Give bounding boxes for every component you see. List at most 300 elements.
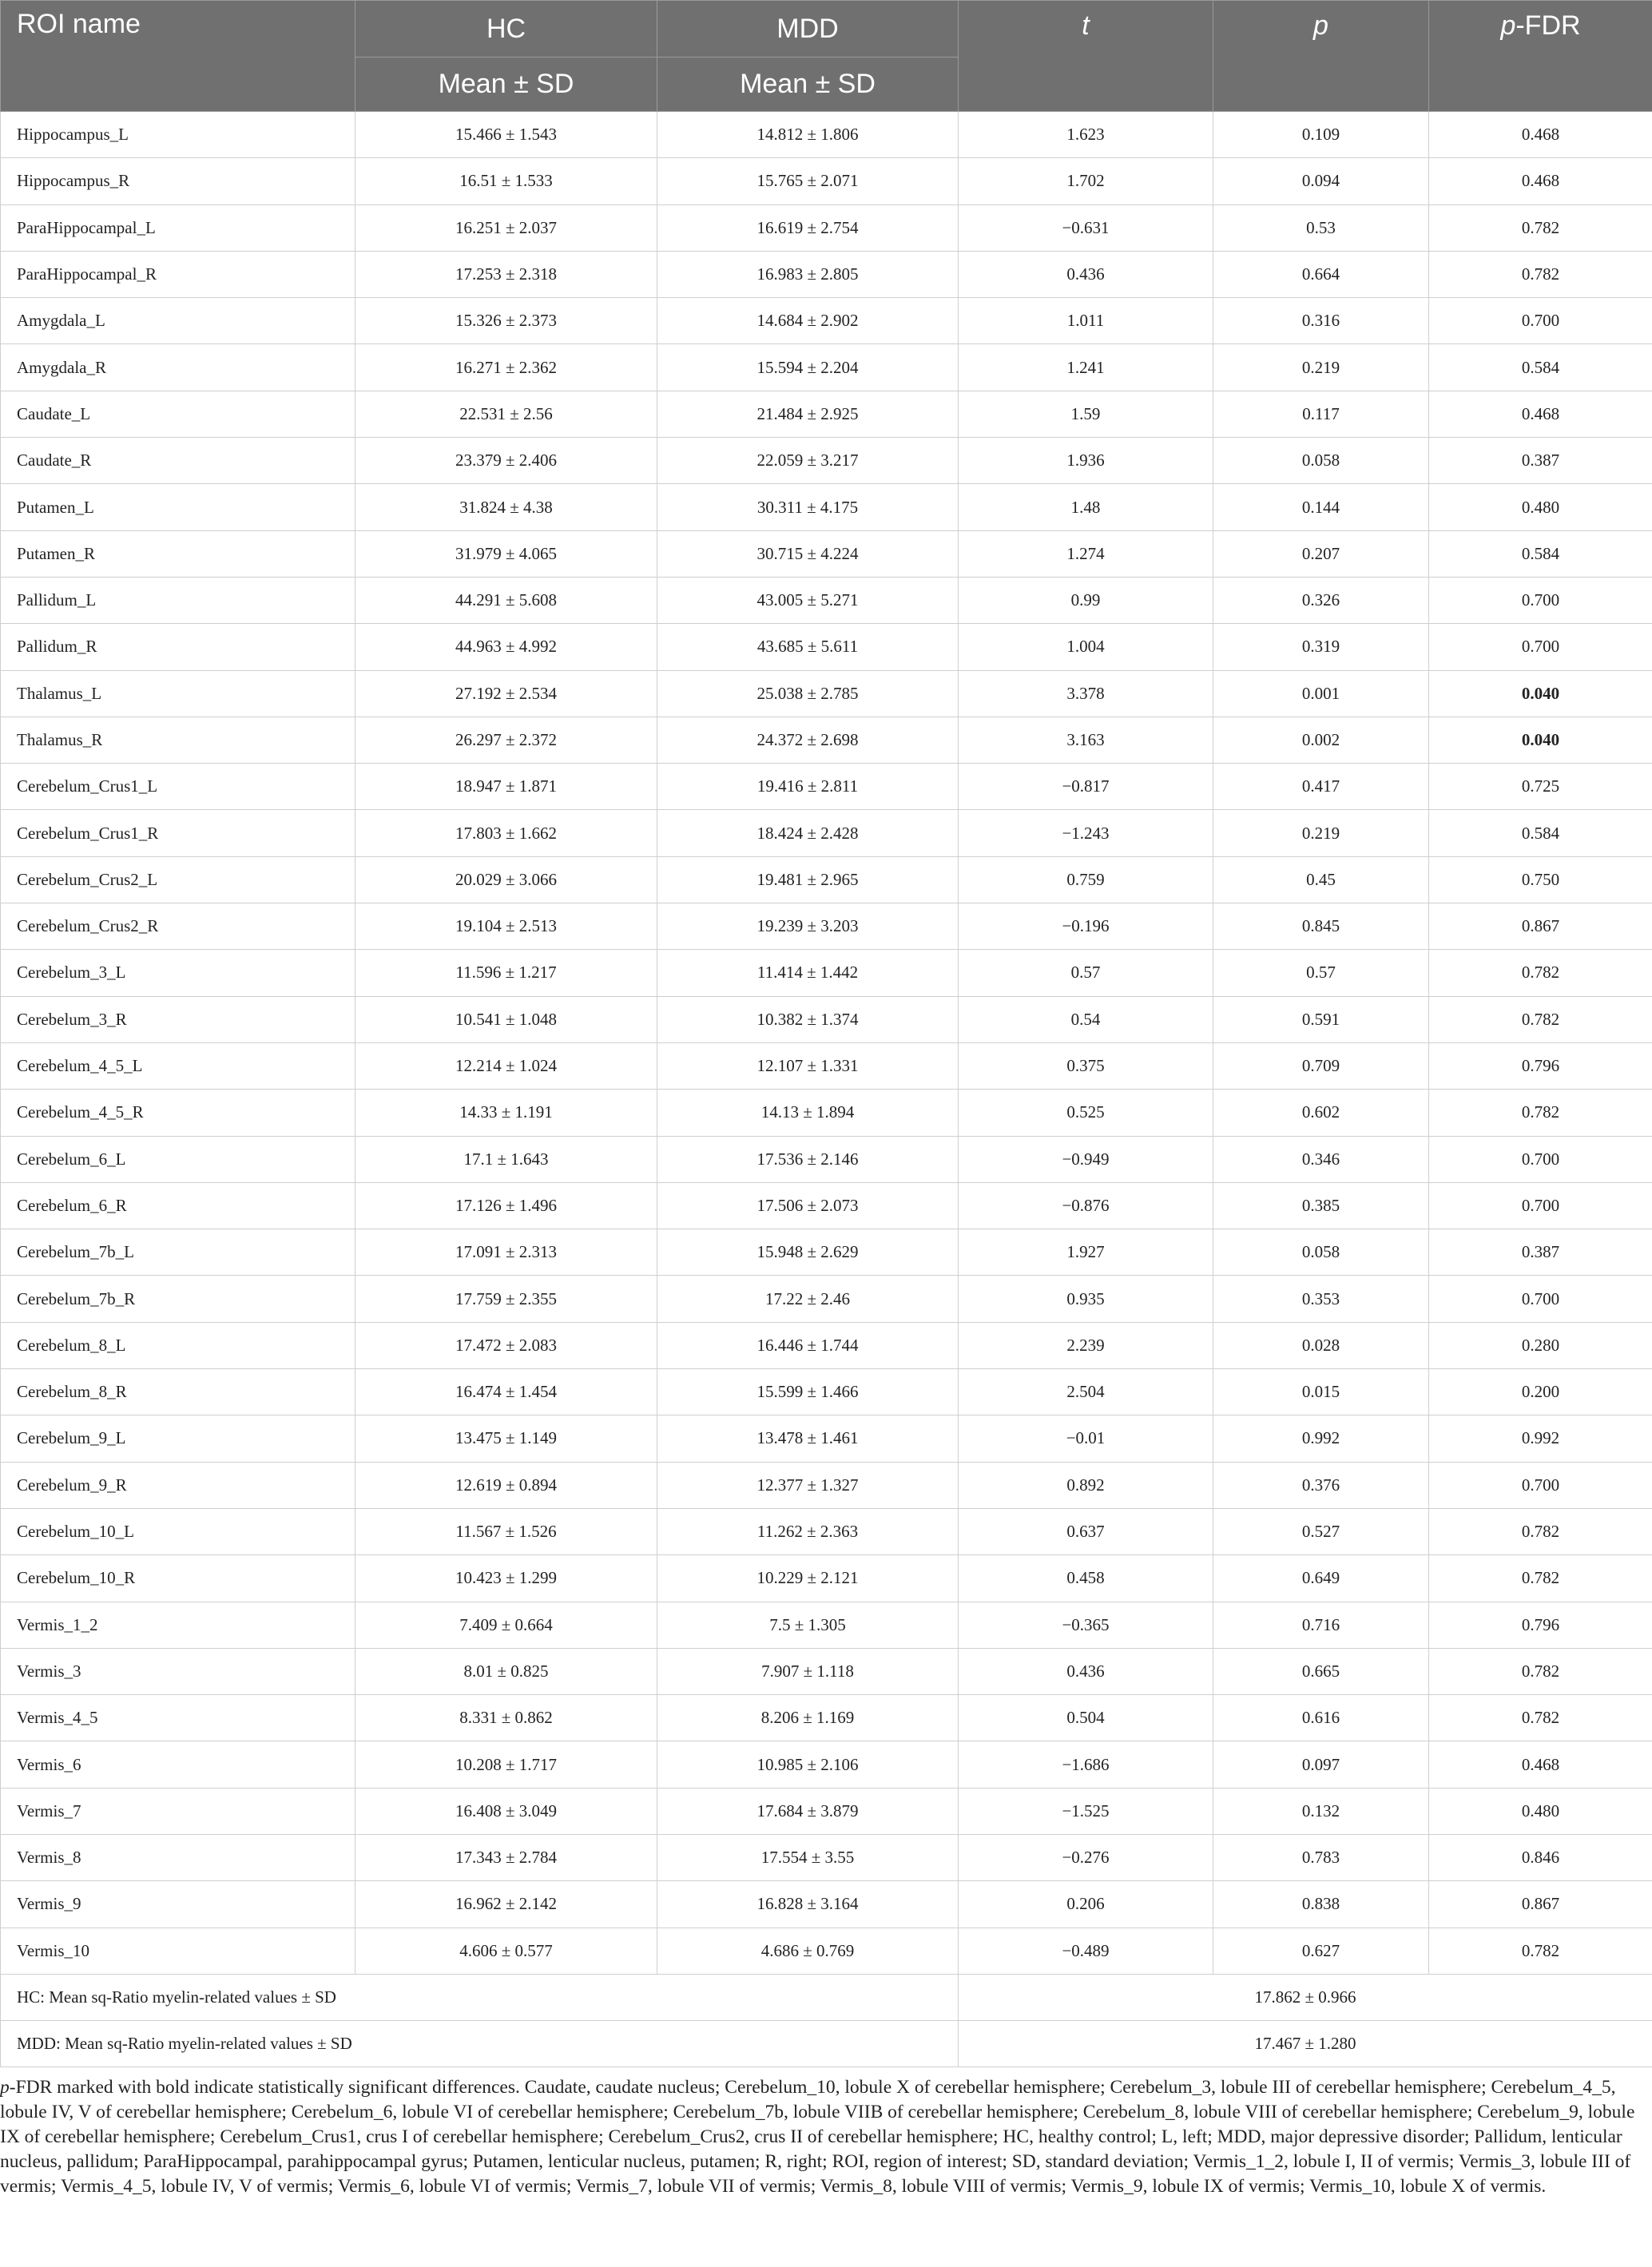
cell-roi-name: Cerebelum_4_5_R (1, 1090, 355, 1136)
cell-hc-mean-sd: 4.606 ± 0.577 (355, 1928, 657, 1974)
cell-roi-name: Cerebelum_10_L (1, 1508, 355, 1554)
cell-mdd-mean-sd: 16.446 ± 1.744 (657, 1322, 959, 1368)
cell-roi-name: Cerebelum_Crus1_R (1, 810, 355, 856)
cell-hc-mean-sd: 23.379 ± 2.406 (355, 438, 657, 484)
cell-p-fdr: 0.992 (1429, 1415, 1652, 1462)
cell-t-value: 0.436 (959, 1648, 1213, 1694)
cell-roi-name: Cerebelum_8_R (1, 1369, 355, 1415)
header-mdd: MDD (657, 1, 959, 58)
cell-roi-name: Putamen_L (1, 484, 355, 530)
summary-row (1, 1974, 1652, 2020)
cell-roi-name: Pallidum_R (1, 624, 355, 670)
footnote-p-italic: p (0, 2077, 10, 2098)
cell-t-value: −0.817 (959, 764, 1213, 810)
footnote-text: -FDR marked with bold indicate statistically significant differences. Caudate, caudate nucleus; Cerebelum_10, lobule X of cerebellar hemisphere; Cerebelum_3, lobule III of cerebellar hemisphere; Cerebelum_4_5, lobule IV, V of cerebellar hemisphere; Cerebelum_6, lobule VI of cerebellar hemisphere; Cerebelum_7b, lobule VIIB of cerebellar hemisphere; Cerebelum_8, lobule VIII of cerebellar hemisphere; Cerebelum_9, lobule IX of cerebellar hemisphere; Cerebelum_Crus1, crus I of cerebellar hemisphere; Cerebelum_Crus2, crus II of cerebellar hemisphere; HC, healthy control; L, left; MDD, major depressive disorder; Pallidum, lenticular nucleus, pallidum; ParaHippocampal, parahippocampal gyrus; Putamen, lenticular nucleus, putamen; R, right; ROI, region of interest; SD, standard deviation; Vermis_1_2, lobule I, II of vermis; Vermis_3, lobule III of vermis; Vermis_4_5, lobule IV, V of vermis; Vermis_6, lobule VI of vermis; Vermis_7, lobule VII of vermis; Vermis_8, lobule VIII of vermis; Vermis_9, lobule IX of vermis; Vermis_10, lobule X of vermis. (0, 2077, 1635, 2197)
cell-roi-name: Caudate_L (1, 391, 355, 437)
cell-t-value: −0.949 (959, 1136, 1213, 1182)
cell-hc-mean-sd: 16.271 ± 2.362 (355, 344, 657, 391)
cell-roi-name: Thalamus_R (1, 717, 355, 763)
table-row (1, 810, 1652, 856)
cell-mdd-mean-sd: 10.229 ± 2.121 (657, 1555, 959, 1602)
table-row (1, 484, 1652, 530)
cell-p-fdr: 0.782 (1429, 1508, 1652, 1554)
cell-p-value: 0.838 (1213, 1881, 1429, 1928)
cell-roi-name: Cerebelum_7b_L (1, 1229, 355, 1276)
table-row (1, 438, 1652, 484)
cell-hc-mean-sd: 22.531 ± 2.56 (355, 391, 657, 437)
header-t-label: t (1082, 10, 1090, 41)
cell-t-value: −1.243 (959, 810, 1213, 856)
cell-t-value: 0.54 (959, 996, 1213, 1042)
cell-p-value: 0.591 (1213, 996, 1429, 1042)
cell-hc-mean-sd: 17.1 ± 1.643 (355, 1136, 657, 1182)
cell-p-fdr: 0.468 (1429, 1741, 1652, 1788)
cell-hc-mean-sd: 17.472 ± 2.083 (355, 1322, 657, 1368)
cell-t-value: 1.936 (959, 438, 1213, 484)
cell-p-value: 0.097 (1213, 1741, 1429, 1788)
cell-hc-mean-sd: 16.408 ± 3.049 (355, 1788, 657, 1834)
table-footnote (0, 2075, 1644, 2199)
cell-hc-mean-sd: 17.253 ± 2.318 (355, 251, 657, 297)
table-row (1, 1928, 1652, 1974)
cell-roi-name: Vermis_7 (1, 1788, 355, 1834)
cell-p-fdr: 0.796 (1429, 1042, 1652, 1089)
cell-mdd-mean-sd: 24.372 ± 2.698 (657, 717, 959, 763)
cell-hc-mean-sd: 11.596 ± 1.217 (355, 950, 657, 996)
cell-mdd-mean-sd: 21.484 ± 2.925 (657, 391, 959, 437)
cell-mdd-mean-sd: 10.985 ± 2.106 (657, 1741, 959, 1788)
cell-t-value: 3.163 (959, 717, 1213, 763)
cell-mdd-mean-sd: 15.765 ± 2.071 (657, 158, 959, 204)
cell-p-fdr: 0.468 (1429, 391, 1652, 437)
cell-p-value: 0.664 (1213, 251, 1429, 297)
cell-p-value: 0.319 (1213, 624, 1429, 670)
cell-t-value: −1.686 (959, 1741, 1213, 1788)
cell-roi-name: Caudate_R (1, 438, 355, 484)
cell-p-fdr: 0.750 (1429, 856, 1652, 903)
cell-p-fdr: 0.700 (1429, 1276, 1652, 1322)
cell-p-value: 0.57 (1213, 950, 1429, 996)
header-p-fdr-rest: -FDR (1515, 10, 1581, 41)
cell-p-value: 0.417 (1213, 764, 1429, 810)
table-row (1, 1322, 1652, 1368)
cell-p-fdr: 0.584 (1429, 810, 1652, 856)
cell-hc-mean-sd: 31.824 ± 4.38 (355, 484, 657, 530)
table-row (1, 251, 1652, 297)
cell-hc-mean-sd: 18.947 ± 1.871 (355, 764, 657, 810)
cell-mdd-mean-sd: 22.059 ± 3.217 (657, 438, 959, 484)
cell-hc-mean-sd: 17.759 ± 2.355 (355, 1276, 657, 1322)
table-row (1, 1276, 1652, 1322)
cell-t-value: 0.637 (959, 1508, 1213, 1554)
table-row (1, 1369, 1652, 1415)
cell-p-fdr: 0.200 (1429, 1369, 1652, 1415)
table-row (1, 1229, 1652, 1276)
cell-p-fdr: 0.782 (1429, 996, 1652, 1042)
cell-t-value: 2.504 (959, 1369, 1213, 1415)
table-row (1, 903, 1652, 950)
cell-roi-name: Vermis_8 (1, 1834, 355, 1880)
summary-row (1, 2021, 1652, 2067)
cell-p-fdr: 0.387 (1429, 1229, 1652, 1276)
cell-roi-name: Putamen_R (1, 530, 355, 577)
cell-p-value: 0.45 (1213, 856, 1429, 903)
cell-roi-name: Vermis_1_2 (1, 1602, 355, 1648)
cell-mdd-mean-sd: 7.907 ± 1.118 (657, 1648, 959, 1694)
cell-hc-mean-sd: 16.51 ± 1.533 (355, 158, 657, 204)
cell-p-value: 0.616 (1213, 1695, 1429, 1741)
cell-p-fdr: 0.040 (1429, 670, 1652, 717)
cell-mdd-mean-sd: 43.005 ± 5.271 (657, 577, 959, 623)
table-row (1, 1508, 1652, 1554)
cell-p-value: 0.058 (1213, 1229, 1429, 1276)
cell-hc-mean-sd: 12.619 ± 0.894 (355, 1462, 657, 1508)
cell-p-value: 0.117 (1213, 391, 1429, 437)
cell-mdd-mean-sd: 30.715 ± 4.224 (657, 530, 959, 577)
cell-t-value: 1.274 (959, 530, 1213, 577)
cell-hc-mean-sd: 17.343 ± 2.784 (355, 1834, 657, 1880)
cell-mdd-mean-sd: 7.5 ± 1.305 (657, 1602, 959, 1648)
table-row (1, 670, 1652, 717)
cell-p-value: 0.376 (1213, 1462, 1429, 1508)
cell-p-value: 0.219 (1213, 344, 1429, 391)
cell-p-fdr: 0.700 (1429, 577, 1652, 623)
cell-mdd-mean-sd: 13.478 ± 1.461 (657, 1415, 959, 1462)
cell-roi-name: Vermis_6 (1, 1741, 355, 1788)
cell-t-value: 0.375 (959, 1042, 1213, 1089)
table-row (1, 204, 1652, 251)
cell-p-value: 0.992 (1213, 1415, 1429, 1462)
table-row (1, 1602, 1652, 1648)
cell-mdd-mean-sd: 15.594 ± 2.204 (657, 344, 959, 391)
cell-mdd-mean-sd: 25.038 ± 2.785 (657, 670, 959, 717)
cell-t-value: 1.623 (959, 112, 1213, 158)
cell-t-value: 0.935 (959, 1276, 1213, 1322)
cell-mdd-mean-sd: 14.812 ± 1.806 (657, 112, 959, 158)
cell-mdd-mean-sd: 15.948 ± 2.629 (657, 1229, 959, 1276)
cell-p-value: 0.058 (1213, 438, 1429, 484)
table-row (1, 764, 1652, 810)
header-p-fdr (1429, 1, 1652, 112)
cell-roi-name: ParaHippocampal_L (1, 204, 355, 251)
cell-mdd-mean-sd: 19.239 ± 3.203 (657, 903, 959, 950)
cell-roi-name: Cerebelum_10_R (1, 1555, 355, 1602)
cell-p-fdr: 0.867 (1429, 903, 1652, 950)
cell-t-value: −0.01 (959, 1415, 1213, 1462)
cell-p-fdr: 0.584 (1429, 530, 1652, 577)
cell-hc-mean-sd: 27.192 ± 2.534 (355, 670, 657, 717)
cell-mdd-mean-sd: 19.416 ± 2.811 (657, 764, 959, 810)
cell-hc-mean-sd: 17.126 ± 1.496 (355, 1182, 657, 1229)
cell-t-value: 1.004 (959, 624, 1213, 670)
cell-t-value: 0.525 (959, 1090, 1213, 1136)
cell-t-value: −0.876 (959, 1182, 1213, 1229)
cell-p-value: 0.094 (1213, 158, 1429, 204)
cell-t-value: 1.48 (959, 484, 1213, 530)
cell-t-value: −0.489 (959, 1928, 1213, 1974)
cell-p-value: 0.219 (1213, 810, 1429, 856)
cell-t-value: −0.631 (959, 204, 1213, 251)
cell-p-fdr: 0.480 (1429, 1788, 1652, 1834)
cell-t-value: 1.927 (959, 1229, 1213, 1276)
cell-t-value: 0.57 (959, 950, 1213, 996)
cell-hc-mean-sd: 20.029 ± 3.066 (355, 856, 657, 903)
cell-p-fdr: 0.782 (1429, 204, 1652, 251)
table-row (1, 1741, 1652, 1788)
cell-p-value: 0.028 (1213, 1322, 1429, 1368)
cell-roi-name: Cerebelum_6_L (1, 1136, 355, 1182)
cell-hc-mean-sd: 17.803 ± 1.662 (355, 810, 657, 856)
cell-p-value: 0.109 (1213, 112, 1429, 158)
cell-p-value: 0.649 (1213, 1555, 1429, 1602)
header-hc-mean-sd: Mean ± SD (355, 58, 657, 112)
cell-p-fdr: 0.468 (1429, 158, 1652, 204)
header-mdd-mean-sd: Mean ± SD (657, 58, 959, 112)
cell-mdd-mean-sd: 12.107 ± 1.331 (657, 1042, 959, 1089)
cell-mdd-mean-sd: 15.599 ± 1.466 (657, 1369, 959, 1415)
header-hc: HC (355, 1, 657, 58)
cell-t-value: −0.365 (959, 1602, 1213, 1648)
table-row (1, 1182, 1652, 1229)
cell-t-value: 1.241 (959, 344, 1213, 391)
cell-mdd-mean-sd: 17.536 ± 2.146 (657, 1136, 959, 1182)
cell-hc-mean-sd: 44.291 ± 5.608 (355, 577, 657, 623)
cell-roi-name: Cerebelum_Crus2_R (1, 903, 355, 950)
cell-mdd-mean-sd: 30.311 ± 4.175 (657, 484, 959, 530)
cell-mdd-mean-sd: 4.686 ± 0.769 (657, 1928, 959, 1974)
table-row (1, 717, 1652, 763)
cell-roi-name: Cerebelum_Crus2_L (1, 856, 355, 903)
cell-p-fdr: 0.468 (1429, 112, 1652, 158)
cell-p-fdr: 0.782 (1429, 1555, 1652, 1602)
cell-roi-name: Vermis_9 (1, 1881, 355, 1928)
cell-p-fdr: 0.584 (1429, 344, 1652, 391)
cell-roi-name: Amygdala_L (1, 298, 355, 344)
cell-p-value: 0.002 (1213, 717, 1429, 763)
cell-t-value: 0.206 (959, 1881, 1213, 1928)
cell-hc-mean-sd: 16.962 ± 2.142 (355, 1881, 657, 1928)
table-row (1, 1042, 1652, 1089)
cell-t-value: 0.504 (959, 1695, 1213, 1741)
table-row (1, 391, 1652, 437)
cell-p-fdr: 0.040 (1429, 717, 1652, 763)
cell-mdd-mean-sd: 17.506 ± 2.073 (657, 1182, 959, 1229)
cell-p-fdr: 0.700 (1429, 1136, 1652, 1182)
cell-mdd-mean-sd: 17.554 ± 3.55 (657, 1834, 959, 1880)
cell-hc-mean-sd: 44.963 ± 4.992 (355, 624, 657, 670)
table-row (1, 1090, 1652, 1136)
cell-p-fdr: 0.782 (1429, 251, 1652, 297)
cell-hc-mean-sd: 19.104 ± 2.513 (355, 903, 657, 950)
cell-p-value: 0.132 (1213, 1788, 1429, 1834)
summary-label: MDD: Mean sq-Ratio myelin-related values ± SD (1, 2021, 959, 2067)
cell-t-value: 0.99 (959, 577, 1213, 623)
cell-t-value: 0.436 (959, 251, 1213, 297)
table-row (1, 624, 1652, 670)
cell-p-fdr: 0.867 (1429, 1881, 1652, 1928)
cell-t-value: 0.458 (959, 1555, 1213, 1602)
cell-p-fdr: 0.846 (1429, 1834, 1652, 1880)
cell-p-fdr: 0.480 (1429, 484, 1652, 530)
cell-roi-name: Thalamus_L (1, 670, 355, 717)
table-row (1, 1555, 1652, 1602)
cell-mdd-mean-sd: 18.424 ± 2.428 (657, 810, 959, 856)
cell-mdd-mean-sd: 12.377 ± 1.327 (657, 1462, 959, 1508)
cell-p-value: 0.144 (1213, 484, 1429, 530)
cell-mdd-mean-sd: 14.13 ± 1.894 (657, 1090, 959, 1136)
table-row (1, 577, 1652, 623)
cell-roi-name: ParaHippocampal_R (1, 251, 355, 297)
cell-roi-name: Cerebelum_4_5_L (1, 1042, 355, 1089)
cell-t-value: 1.011 (959, 298, 1213, 344)
table-row (1, 1415, 1652, 1462)
cell-p-fdr: 0.782 (1429, 1695, 1652, 1741)
summary-value: 17.862 ± 0.966 (959, 1974, 1652, 2020)
cell-mdd-mean-sd: 17.684 ± 3.879 (657, 1788, 959, 1834)
cell-p-fdr: 0.280 (1429, 1322, 1652, 1368)
cell-mdd-mean-sd: 16.983 ± 2.805 (657, 251, 959, 297)
cell-roi-name: Amygdala_R (1, 344, 355, 391)
cell-t-value: 0.892 (959, 1462, 1213, 1508)
header-p-label: p (1313, 10, 1328, 41)
cell-p-value: 0.716 (1213, 1602, 1429, 1648)
table-header (1, 1, 1652, 112)
cell-p-value: 0.207 (1213, 530, 1429, 577)
table-row (1, 158, 1652, 204)
cell-p-fdr: 0.782 (1429, 1928, 1652, 1974)
table-row (1, 1462, 1652, 1508)
cell-p-fdr: 0.387 (1429, 438, 1652, 484)
cell-mdd-mean-sd: 10.382 ± 1.374 (657, 996, 959, 1042)
cell-p-fdr: 0.700 (1429, 1462, 1652, 1508)
cell-hc-mean-sd: 14.33 ± 1.191 (355, 1090, 657, 1136)
cell-p-value: 0.353 (1213, 1276, 1429, 1322)
cell-roi-name: Vermis_10 (1, 1928, 355, 1974)
table-row (1, 1881, 1652, 1928)
cell-p-value: 0.627 (1213, 1928, 1429, 1974)
cell-t-value: −1.525 (959, 1788, 1213, 1834)
cell-p-value: 0.385 (1213, 1182, 1429, 1229)
cell-mdd-mean-sd: 16.619 ± 2.754 (657, 204, 959, 251)
cell-hc-mean-sd: 11.567 ± 1.526 (355, 1508, 657, 1554)
table-row (1, 1136, 1652, 1182)
cell-mdd-mean-sd: 43.685 ± 5.611 (657, 624, 959, 670)
cell-hc-mean-sd: 17.091 ± 2.313 (355, 1229, 657, 1276)
table-row (1, 298, 1652, 344)
table-row (1, 950, 1652, 996)
cell-t-value: −0.196 (959, 903, 1213, 950)
cell-t-value: 1.702 (959, 158, 1213, 204)
cell-p-fdr: 0.782 (1429, 950, 1652, 996)
cell-t-value: 3.378 (959, 670, 1213, 717)
cell-roi-name: Cerebelum_9_R (1, 1462, 355, 1508)
cell-p-value: 0.665 (1213, 1648, 1429, 1694)
summary-value: 17.467 ± 1.280 (959, 2021, 1652, 2067)
table-body (1, 112, 1652, 2067)
cell-mdd-mean-sd: 19.481 ± 2.965 (657, 856, 959, 903)
cell-t-value: 2.239 (959, 1322, 1213, 1368)
cell-t-value: −0.276 (959, 1834, 1213, 1880)
cell-roi-name: Vermis_3 (1, 1648, 355, 1694)
cell-p-value: 0.015 (1213, 1369, 1429, 1415)
cell-roi-name: Cerebelum_Crus1_L (1, 764, 355, 810)
cell-p-value: 0.783 (1213, 1834, 1429, 1880)
cell-mdd-mean-sd: 8.206 ± 1.169 (657, 1695, 959, 1741)
cell-roi-name: Cerebelum_6_R (1, 1182, 355, 1229)
cell-roi-name: Hippocampus_R (1, 158, 355, 204)
cell-mdd-mean-sd: 11.262 ± 2.363 (657, 1508, 959, 1554)
cell-p-value: 0.001 (1213, 670, 1429, 717)
cell-hc-mean-sd: 31.979 ± 4.065 (355, 530, 657, 577)
cell-t-value: 1.59 (959, 391, 1213, 437)
cell-p-fdr: 0.700 (1429, 1182, 1652, 1229)
cell-roi-name: Cerebelum_3_R (1, 996, 355, 1042)
cell-p-fdr: 0.725 (1429, 764, 1652, 810)
table-row (1, 530, 1652, 577)
cell-p-value: 0.53 (1213, 204, 1429, 251)
cell-t-value: 0.759 (959, 856, 1213, 903)
table-row (1, 1648, 1652, 1694)
cell-hc-mean-sd: 7.409 ± 0.664 (355, 1602, 657, 1648)
cell-p-value: 0.316 (1213, 298, 1429, 344)
cell-hc-mean-sd: 8.331 ± 0.862 (355, 1695, 657, 1741)
cell-hc-mean-sd: 10.541 ± 1.048 (355, 996, 657, 1042)
cell-p-value: 0.602 (1213, 1090, 1429, 1136)
header-t (959, 1, 1213, 112)
cell-p-value: 0.845 (1213, 903, 1429, 950)
cell-roi-name: Pallidum_L (1, 577, 355, 623)
cell-p-value: 0.709 (1213, 1042, 1429, 1089)
cell-mdd-mean-sd: 11.414 ± 1.442 (657, 950, 959, 996)
header-p (1213, 1, 1429, 112)
cell-roi-name: Cerebelum_7b_R (1, 1276, 355, 1322)
cell-hc-mean-sd: 26.297 ± 2.372 (355, 717, 657, 763)
cell-roi-name: Cerebelum_8_L (1, 1322, 355, 1368)
cell-hc-mean-sd: 13.475 ± 1.149 (355, 1415, 657, 1462)
table-row (1, 112, 1652, 158)
cell-hc-mean-sd: 10.208 ± 1.717 (355, 1741, 657, 1788)
cell-hc-mean-sd: 8.01 ± 0.825 (355, 1648, 657, 1694)
cell-mdd-mean-sd: 14.684 ± 2.902 (657, 298, 959, 344)
cell-mdd-mean-sd: 17.22 ± 2.46 (657, 1276, 959, 1322)
cell-p-fdr: 0.700 (1429, 624, 1652, 670)
cell-p-fdr: 0.796 (1429, 1602, 1652, 1648)
table-row (1, 1695, 1652, 1741)
table-row (1, 1834, 1652, 1880)
cell-hc-mean-sd: 16.251 ± 2.037 (355, 204, 657, 251)
cell-p-value: 0.527 (1213, 1508, 1429, 1554)
table-row (1, 996, 1652, 1042)
cell-p-value: 0.326 (1213, 577, 1429, 623)
table-row (1, 344, 1652, 391)
cell-p-fdr: 0.782 (1429, 1648, 1652, 1694)
cell-hc-mean-sd: 15.326 ± 2.373 (355, 298, 657, 344)
cell-p-fdr: 0.782 (1429, 1090, 1652, 1136)
table-row (1, 1788, 1652, 1834)
header-roi-name: ROI name (1, 1, 355, 112)
cell-roi-name: Cerebelum_3_L (1, 950, 355, 996)
summary-label: HC: Mean sq-Ratio myelin-related values ± SD (1, 1974, 959, 2020)
cell-hc-mean-sd: 16.474 ± 1.454 (355, 1369, 657, 1415)
cell-roi-name: Cerebelum_9_L (1, 1415, 355, 1462)
cell-p-value: 0.346 (1213, 1136, 1429, 1182)
table-row (1, 856, 1652, 903)
header-p-fdr-italic: p (1500, 10, 1516, 41)
cell-hc-mean-sd: 12.214 ± 1.024 (355, 1042, 657, 1089)
cell-hc-mean-sd: 15.466 ± 1.543 (355, 112, 657, 158)
cell-mdd-mean-sd: 16.828 ± 3.164 (657, 1881, 959, 1928)
cell-p-fdr: 0.700 (1429, 298, 1652, 344)
